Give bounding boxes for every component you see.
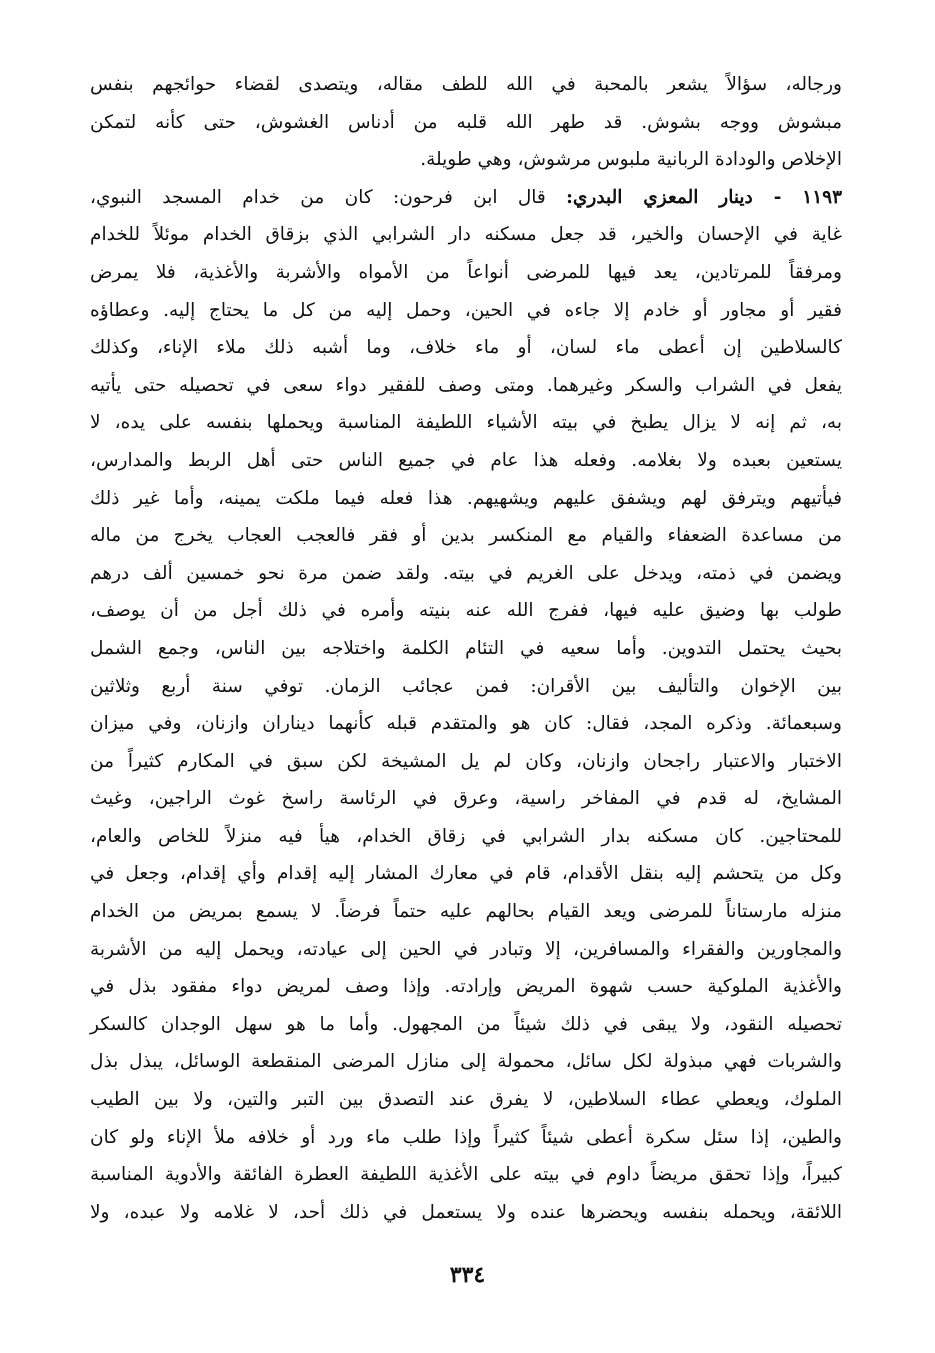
text-line: تحصيله النقود، ولا يبقى في ذلك شيئاً من المجهول. وأما ما هو سهل الوجدان كالسكر <box>90 1013 842 1035</box>
text-line: وسبعمائة. وذكره المجد، فقال: كان هو والمتقدم قبله كأنهما ديناران وازنان، وفي ميزان <box>90 713 842 735</box>
text-line: الاختبار والاعتبار راجحان وازنان، وكان لم يل المشيخة لكن سبق في المكارم كثيراً من <box>90 750 842 772</box>
text-line: به، ثم إنه لا يزال يطبخ في بيته الأشياء اللطيفة المناسبة ويحملها بنفسه على يده، لا <box>90 412 842 434</box>
text-line: الإخلاص والودادة الربانية ملبوس مرشوش، وهي طويلة. <box>420 149 842 171</box>
text-line: من مساعدة الضعفاء والقيام مع المنكسر بدين أو فقر فالعجب العجاب يخرج من ماله <box>90 525 842 547</box>
text-line: يفعل في الشراب والسكر وغيرهما. ومتى وصف للفقير دواء سعى في تحصيله حتى يأتيه <box>90 374 842 396</box>
text-line: يستعين بعبده ولا بغلامه. وفعله هذا عام في جميع الناس حتى أهل الربط والمدارس، <box>90 449 842 471</box>
text-line: مبشوش ووجه بشوش. قد طهر الله قلبه من أدناس الغشوش، حتى كأنه لتمكن <box>90 111 842 133</box>
text-line: فيأتيهم ويترفق لهم ويشفق عليهم ويشهيهم. هذا فعله فيما ملكت يمينه، وأما غير ذلك <box>90 487 842 509</box>
page-number: ٣٣٤ <box>449 1262 486 1288</box>
text-line: كالسلاطين إن أعطى ماء لسان، أو ماء خلاف، وما أشبه ذلك ملاء الإناء، وكذلك <box>90 337 842 359</box>
text-line: الملوك، ويعطي عطاء السلاطين، لا يفرق عند التصدق بين التبر والتين، ولا بين الطيب <box>90 1089 842 1111</box>
text-line: فقير أو مجاور أو خادم إلا جاءه في الحين، وحمل إليه من كل ما يحتاج إليه. وعطاؤه <box>90 299 842 321</box>
entry-number: ١١٩٣ <box>802 186 843 208</box>
text-line: كبيراً، وإذا تحقق مريضاً داوم في بيته على الأغذية اللطيفة العطرة الفائقة والأدوية المناسبة <box>90 1164 842 1186</box>
text-line: للمحتاجين. كان مسكنه بدار الشرابي في زقاق الخدام، هيأ فيه منزلاً للخاص والعام، <box>90 825 842 847</box>
text-line: منزله مارستاناً للمرضى ويعد القيام بحالهم عليه حتماً فرضاً. لا يسمع بمريض من الخدام <box>90 901 842 923</box>
text-line: والمجاورين والفقراء والمسافرين، إلا وتبادر في الحين إلى عيادته، ويحمل إليه من الأشربة <box>90 938 842 960</box>
text-line: بين الإخوان والتأليف بين الأقران: فمن عجائب الزمان. توفي سنة أربع وثلاثين <box>90 675 842 697</box>
entry-separator: - <box>752 186 803 208</box>
text-line: وكل من يتحشم إليه بنقل الأقدام، قام في معارك المشار إليه إقدام وأي إقدام، وجعل في <box>90 863 842 885</box>
text-line: والأغذية الملوكية حسب شهوة المريض وإرادته. وإذا وصف لمريض دواء مفقود بذل في <box>90 976 842 998</box>
text-line: بحيث يحتمل التدوين. وأما سعيه في التئام الكلمة واختلاجه بين الناس، وجمع الشمل <box>90 637 842 659</box>
text-line: غاية في الإحسان والخير، قد جعل مسكنه دار الشرابي الذي بزقاق الخدام موئلاً للخدام <box>90 224 842 246</box>
text-line: المشايخ، له قدم في المفاخر راسية، وعرق في الرئاسة راسخ غوث الراجين، وغيث <box>90 788 842 810</box>
text-line: ومرفقاً للمرتادين، يعد فيها للمرضى أنواعاً من الأمواه والأشربة والأغذية، فلا يمرض <box>90 261 842 283</box>
text-line: اللائقة، ويحمله بنفسه ويحضرها عنده ولا يستعمل في ذلك أحد، لا غلامه ولا عبده، ولا <box>90 1201 842 1223</box>
text-line: والطين، إذا سئل سكرة أعطى شيئاً كثيراً وإذا طلب ماء ورد أو خلافه ملأ الإناء ولو كان <box>90 1126 842 1148</box>
text-line: ويضمن في ذمته، ويدخل على الغريم في بيته. ولقد ضمن مرة نحو خمسين ألف درهم <box>90 562 842 584</box>
text-line: والشربات فهي مبذولة لكل سائل، محمولة إلى منازل المرضى المنقطعة الوسائل، يبذل بذل <box>90 1051 842 1073</box>
entry-body <box>90 216 842 1231</box>
entry-heading-line <box>90 179 842 217</box>
entry-title: دينار المعزي البدري: <box>566 186 753 208</box>
text-line: ورجاله، سؤالاً يشعر بالمحبة في الله للطف مقاله، ويتصدى لقضاء حوائجهم بنفس <box>90 74 842 95</box>
entry-1193 <box>90 179 842 1232</box>
continuation-paragraph <box>90 66 842 179</box>
text-line: طولب بها وضيق عليه فيها، ففرج الله عنه بنيته وأمره في ذلك أجل من أن يوصف، <box>90 600 842 622</box>
page-body <box>90 66 842 1231</box>
entry-first-line-text: قال ابن فرحون: كان من خدام المسجد النبوي، <box>90 186 567 208</box>
